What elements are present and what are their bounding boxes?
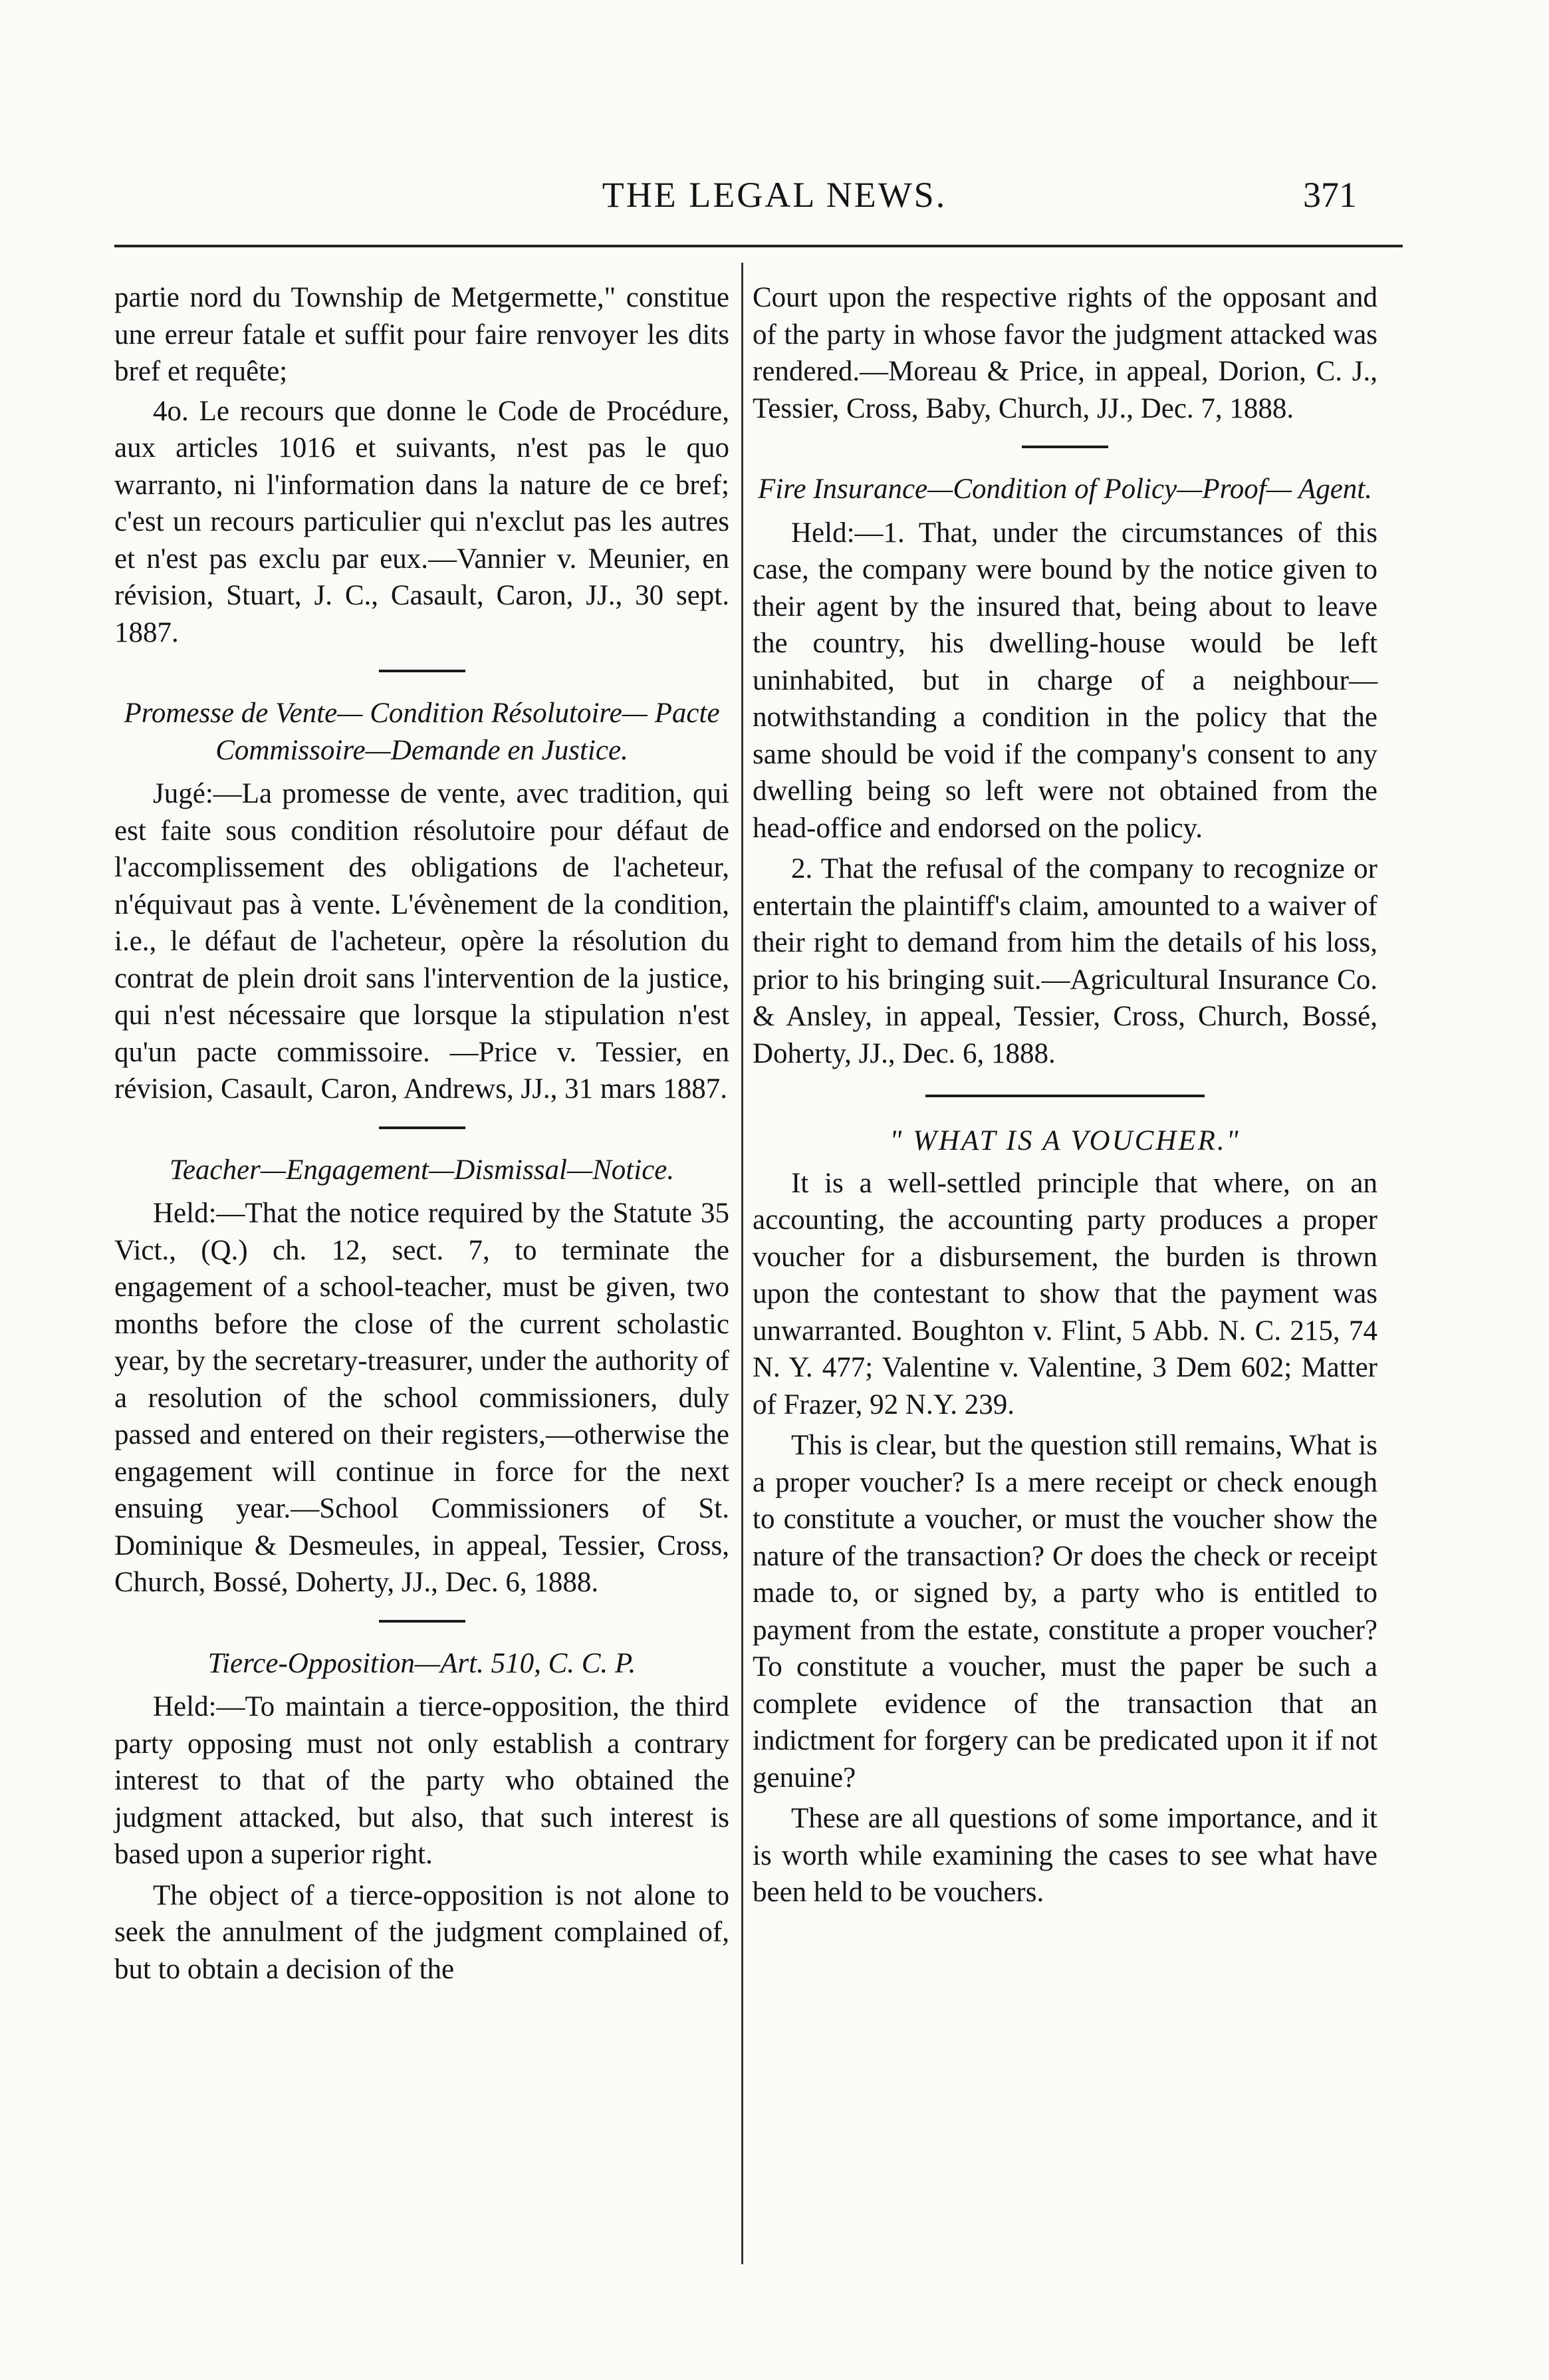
section-heading-teacher: Teacher—Engagement—Dismissal—Notice. — [169, 1154, 675, 1186]
voucher-paragraph-1: It is a well-settled principle that where, on an accounting, the accounting party produces a proper voucher for a disbursement, the burden is thrown upon the contestant to show that the payment was unwarranted. Boughton v. Flint, 5 Abb. N. C. 215, 74 N. Y. 477; Valentine v. Valentine, 3 Dem 602; Matter of Frazer, 92 N.Y. 239. — [753, 1167, 1377, 1420]
tierce-body-continued: The object of a tierce-opposition is not alone to seek the annulment of the judgment complained of, but to obtain a decision of the — [114, 1879, 729, 1985]
paragraph-4o: 4o. Le recours que donne le Code de Procédure, aux articles 1016 et suivants, n'est pas le quo warranto, ni l'information dans la nature de ce bref; c'est un recours particulier qui n'exclut pas les autres et n'est pas exclu par eux.—Vannier v. Meunier, en révision, Stuart, J. C., Casault, Caron, JJ., 30 sept. 1887. — [114, 395, 729, 648]
fire-held-2: 2. That the refusal of the company to recognize or entertain the plaintiff's claim, amounted to a waiver of their right to demand from him the details of his loss, prior to his bringing suit.—Agricultural Insurance Co. & Ansley, in appeal, Tessier, Cross, Church, Bossé, Doherty, JJ., Dec. 6, 1888. — [753, 853, 1377, 1069]
continued-paragraph: partie nord du Township de Metgermette," constitue une erreur fatale et suffit pour faire renvoyer les dits bref et requête; — [114, 282, 729, 387]
section-heading-tierce: Tierce-Opposition—Art. 510, C. C. P. — [207, 1647, 636, 1679]
section-rule — [379, 670, 465, 672]
header-rule — [114, 245, 1403, 247]
promesse-body: Jugé:—La promesse de vente, avec tradition, qui est faite sous condition résolutoire pour défaut de l'accomplissement des obligations de l'acheteur, n'équivaut pas à vente. L'évènement de la condition, i.e., le défaut de l'acheteur, opère la résolution du contrat de plein droit sans l'intervention de la justice, qui n'est nécessaire que lorsque la stipulation n'est qu'un pacte commissoire. —Price v. Tessier, en révision, Casault, Caron, Andrews, JJ., 31 mars 1887. — [114, 778, 729, 1105]
section-rule — [379, 1126, 465, 1129]
page-header-title: THE LEGAL NEWS. — [602, 175, 947, 215]
right-column — [753, 279, 1377, 1911]
column-divider — [741, 263, 743, 2264]
article-rule — [925, 1095, 1205, 1097]
section-rule — [379, 1620, 465, 1623]
voucher-paragraph-3: These are all questions of some importance, and it is worth while examining the cases to see what have been held to be vouchers. — [753, 1803, 1377, 1908]
fire-held-1: Held:—1. That, under the circumstances of this case, the company were bound by the notice given to their agent by the insured that, being about to leave the country, his dwelling-house would be left uninhabited, but in charge of a neighbour—notwithstanding a condition in the policy that the same should be void if the company's consent to any dwelling being so left were not obtained from the head-office and endorsed on the policy. — [753, 517, 1377, 844]
left-column — [114, 279, 729, 1988]
voucher-paragraph-2: This is clear, but the question still remains, What is a proper voucher? Is a mere receipt or check enough to constitute a voucher, or must the voucher show the nature of the transaction? Or does the check or receipt made to, or signed by, a party who is entitled to payment from the estate, constitute a proper voucher? To constitute a voucher, must the paper be such a complete evidence of the transaction that an indictment for forgery can be predicated upon it if not genuine? — [753, 1430, 1377, 1793]
tierce-body: Held:—To maintain a tierce-opposition, the third party opposing must not only establish a contrary interest to that of the party who obtained the judgment attacked, but also, that such interest is based upon a superior right. — [114, 1691, 729, 1870]
section-heading-fire-insurance: Fire Insurance—Condition of Policy—Proof— Agent. — [757, 473, 1373, 505]
article-title-voucher: " WHAT IS A VOUCHER." — [890, 1125, 1241, 1156]
teacher-body: Held:—That the notice required by the Statute 35 Vict., (Q.) ch. 12, sect. 7, to terminate the engagement of a school-teacher, must be given, two months before the close of the current scholastic year, by the secretary-treasurer, under the authority of a resolution of the school commissioners, duly passed and entered on their registers,—otherwise the engagement will continue in force for the next ensuing year.—School Commissioners of St. Dominique & Desmeules, in appeal, Tessier, Cross, Church, Bossé, Doherty, JJ., Dec. 6, 1888. — [114, 1198, 729, 1598]
continued-paragraph: Court upon the respective rights of the opposant and of the party in whose favor the judgment attacked was rendered.—Moreau & Price, in appeal, Dorion, C. J., Tessier, Cross, Baby, Church, JJ., Dec. 7, 1888. — [753, 282, 1377, 424]
section-rule — [1022, 446, 1108, 448]
page-number: 371 — [1303, 175, 1357, 215]
section-heading-promesse: Promesse de Vente— Condition Résolutoire— Pacte Commissoire—Demande en Justice. — [124, 698, 720, 766]
